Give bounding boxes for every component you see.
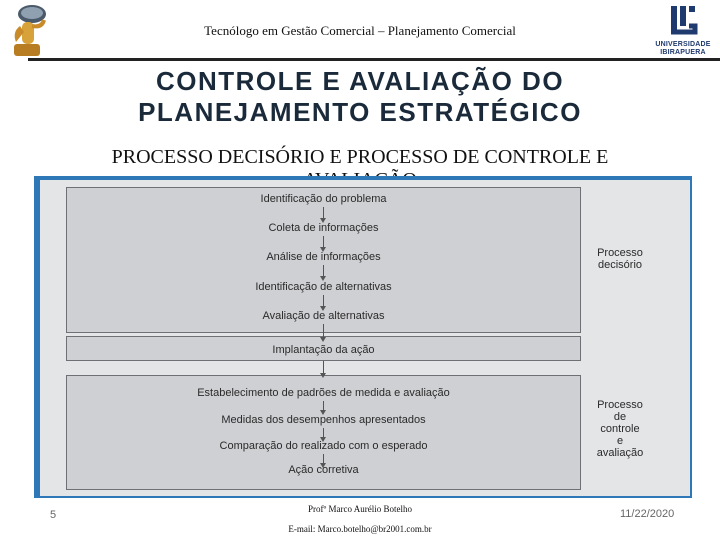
arrow-down-icon — [323, 265, 324, 277]
slide-subtitle-continued — [20, 169, 700, 176]
arrow-down-icon — [323, 295, 324, 307]
title-line-1: CONTROLE E AVALIAÇÃO DO — [155, 66, 565, 96]
step-problem-identification: Identificação do problema — [260, 193, 387, 205]
step-alternatives-evaluation: Avaliação de alternativas — [262, 310, 385, 322]
decision-label-line: Processo — [597, 247, 643, 259]
step-alternatives-identification: Identificação de alternativas — [255, 281, 392, 293]
arrow-down-icon — [323, 454, 324, 464]
arrow-down-icon — [323, 428, 324, 438]
arrow-down-icon — [323, 361, 324, 374]
control-label-line: controle — [600, 423, 640, 435]
decision-label-line: decisório — [597, 259, 643, 271]
step-comparison: Comparação do realizado com o esperado — [219, 440, 428, 452]
institution-logo-left — [2, 2, 58, 58]
process-diagram — [40, 180, 690, 496]
arrow-down-icon — [323, 236, 324, 248]
step-standards-establishment: Estabelecimento de padrões de medida e avaliação — [197, 387, 450, 399]
university-name-line2: IBIRAPUERA — [660, 49, 706, 56]
decision-process-label — [585, 247, 655, 271]
control-label-line: avaliação — [596, 447, 644, 459]
control-label-line: Processo — [597, 399, 643, 411]
arrow-down-icon — [323, 324, 324, 338]
arrow-down-icon — [323, 207, 324, 219]
control-label-line: de — [613, 411, 627, 423]
step-performance-measures: Medidas dos desempenhos apresentados — [221, 414, 426, 426]
slide-title — [60, 66, 660, 128]
header-divider — [28, 58, 720, 61]
step-information-analysis: Análise de informações — [266, 251, 381, 263]
author-name: Profº Marco Aurélio Botelho — [307, 504, 413, 514]
footer-author-block — [220, 504, 500, 544]
arrow-down-icon — [323, 401, 324, 411]
title-line-2: PLANEJAMENTO ESTRATÉGICO — [138, 97, 582, 127]
author-email: E-mail: Marco.botelho@br2001.com.br — [288, 524, 432, 534]
slide-date: 11/22/2020 — [620, 508, 675, 520]
step-corrective-action: Ação corretiva — [288, 464, 359, 476]
step-information-collection: Coleta de informações — [268, 222, 379, 234]
step-action-implementation: Implantação da ação — [272, 344, 375, 356]
globe-figure-icon — [2, 2, 58, 58]
control-process-label — [585, 399, 655, 459]
slide-subtitle: PROCESSO DECISÓRIO E PROCESSO DE CONTROLE E — [111, 146, 609, 168]
control-label-line: e — [616, 435, 624, 447]
university-name-line1: UNIVERSIDADE — [655, 41, 711, 48]
slide-number: 5 — [50, 509, 57, 521]
university-logo — [648, 4, 718, 60]
course-header: Tecnólogo em Gestão Comercial – Planejamento Comercial — [204, 23, 516, 38]
university-emblem-icon — [663, 4, 703, 36]
